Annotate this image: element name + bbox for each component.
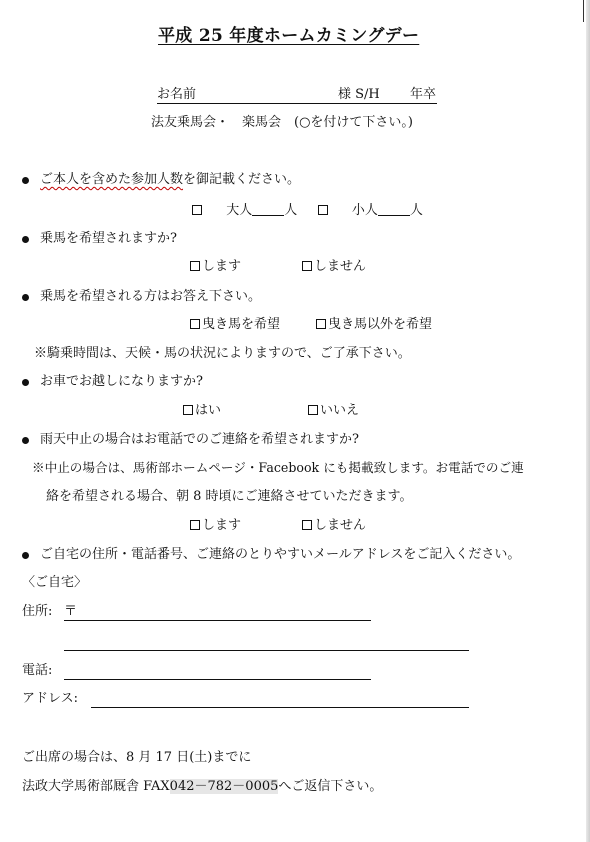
- phone-line[interactable]: [64, 679, 371, 680]
- year-underline[interactable]: [338, 103, 437, 104]
- q2-option-no[interactable]: [302, 259, 366, 275]
- q5-option-no-label: しません: [314, 518, 367, 533]
- child-label: 小人: [351, 203, 378, 218]
- q3-note: ※騎乗時間は、天候・馬の状況によりますので、ご了承下さい。: [34, 346, 411, 361]
- address-line-2[interactable]: [64, 650, 469, 651]
- address-label: 住所:: [22, 604, 53, 619]
- email-line[interactable]: [91, 707, 469, 708]
- email-label: アドレス:: [22, 691, 78, 706]
- footer-fax-prefix: 法政大学馬術部厩舎 FAX: [22, 779, 170, 794]
- q2-option-yes[interactable]: [190, 259, 241, 275]
- bullet-icon: [22, 552, 29, 559]
- checkbox-call-no[interactable]: [302, 520, 312, 530]
- footer-deadline: ご出席の場合は、8 月 17 日(土)までに: [22, 750, 252, 765]
- adult-count-field[interactable]: [252, 202, 284, 216]
- checkbox-child[interactable]: [318, 205, 328, 215]
- graduation-year-label: 年卒: [410, 87, 437, 102]
- scrollbar-edge[interactable]: [586, 0, 590, 842]
- child-count-field[interactable]: [378, 202, 410, 216]
- child-unit: 人: [409, 203, 423, 218]
- page-title: 平成 25 年度ホームカミングデー: [158, 26, 420, 46]
- footer-fax-suffix: へご返信下さい。: [278, 779, 383, 794]
- checkbox-lead-horse[interactable]: [190, 319, 200, 329]
- q1-question-emphasis: ご本人を含めた参加人数: [40, 172, 184, 187]
- q2-option-yes-label: します: [202, 259, 242, 274]
- bullet-icon: [22, 437, 29, 444]
- q3-option-other[interactable]: [316, 317, 432, 333]
- q6-question: ご自宅の住所・電話番号、ご連絡のとりやすいメールアドレスをご記入ください。: [40, 547, 521, 562]
- checkbox-ride-yes[interactable]: [190, 261, 200, 271]
- address-line-1[interactable]: [64, 620, 371, 621]
- footer-fax-line: [22, 779, 382, 795]
- name-label: お名前: [157, 87, 197, 102]
- q5-option-yes-label: します: [202, 518, 242, 533]
- q3-option-other-label: 曳き馬以外を希望: [328, 317, 433, 332]
- checkbox-car-yes[interactable]: [183, 405, 193, 415]
- q5-question: 雨天中止の場合はお電話でのご連絡を希望されますか?: [40, 432, 359, 447]
- sama-label: 様 S/H: [338, 87, 380, 102]
- q5-note-line1: ※中止の場合は、馬術部ホームページ・Facebook にも掲載致します。お電話でのご連: [32, 460, 524, 475]
- q4-option-yes[interactable]: [183, 403, 221, 419]
- q5-option-no[interactable]: [302, 518, 366, 534]
- q5-option-yes[interactable]: [190, 518, 241, 534]
- checkbox-adult[interactable]: [192, 205, 202, 215]
- adult-label: 大人: [226, 203, 253, 218]
- checkbox-other-than-lead[interactable]: [316, 319, 326, 329]
- edge-tick: [583, 0, 584, 22]
- bullet-icon: [22, 379, 29, 386]
- q3-option-lead[interactable]: [190, 317, 280, 333]
- postal-mark-icon: 〒: [64, 604, 78, 619]
- checkbox-call-yes[interactable]: [190, 520, 200, 530]
- phone-label: 電話:: [22, 663, 53, 678]
- fax-number: 042－782－0005: [169, 779, 279, 794]
- bullet-icon: [22, 177, 29, 184]
- q4-question: お車でお越しになりますか?: [40, 374, 203, 389]
- q2-option-no-label: しません: [314, 259, 367, 274]
- q1-question: [40, 172, 300, 188]
- adult-unit: 人: [284, 203, 298, 218]
- q5-note-line2: 絡を希望される場合、朝 8 時頃にご連絡させていただきます。: [46, 489, 413, 504]
- club-selection-line: 法友乗馬会・ 楽馬会 (○を付けて下さい。): [151, 115, 413, 130]
- home-label: 〈ご自宅〉: [22, 575, 88, 590]
- q1-question-suffix: を御記載ください。: [183, 172, 301, 187]
- q3-question: 乗馬を希望される方はお答え下さい。: [40, 289, 262, 304]
- bullet-icon: [22, 236, 29, 243]
- q2-question: 乗馬を希望されますか?: [40, 231, 177, 246]
- q1-answer-row: [192, 202, 423, 219]
- bullet-icon: [22, 294, 29, 301]
- q4-option-no-label: いいえ: [320, 403, 360, 418]
- q4-option-yes-label: はい: [195, 403, 222, 418]
- checkbox-car-no[interactable]: [308, 405, 318, 415]
- q3-option-lead-label: 曳き馬を希望: [202, 317, 281, 332]
- checkbox-ride-no[interactable]: [302, 261, 312, 271]
- name-underline[interactable]: [157, 103, 338, 104]
- q4-option-no[interactable]: [308, 403, 359, 419]
